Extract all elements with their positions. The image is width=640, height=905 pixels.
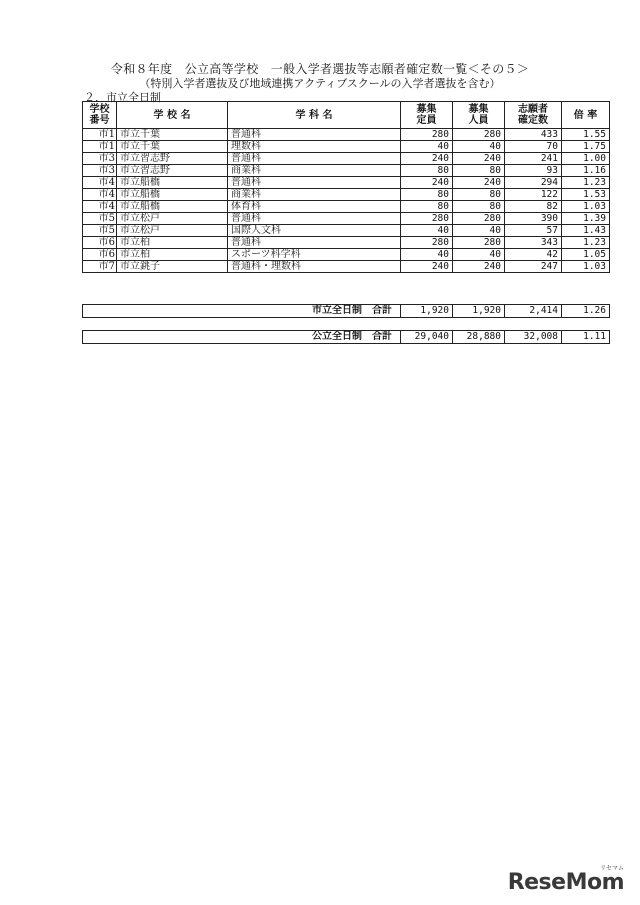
recruit-cell: 40 xyxy=(453,141,505,153)
school-name-cell: 市立柏 xyxy=(117,237,228,249)
document-subtitle: （特別入学者選抜及び地域連携アクティブスクールの入学者選抜を含む） xyxy=(139,77,501,90)
ratio-cell: 1.16 xyxy=(562,165,610,177)
school-code-cell: 市5 xyxy=(83,225,117,237)
capacity-cell: 80 xyxy=(401,189,453,201)
table-row xyxy=(83,141,610,153)
capacity-cell: 280 xyxy=(401,237,453,249)
header-applicants: 志願者 確定数 xyxy=(505,102,562,129)
ratio-cell: 1.23 xyxy=(562,177,610,189)
total-capacity: 1,920 xyxy=(401,305,453,318)
logo-text: ReseMom xyxy=(507,870,624,895)
department-cell: 普通科・理数科 xyxy=(228,261,401,273)
school-code-cell: 市1 xyxy=(83,141,117,153)
capacity-cell: 40 xyxy=(401,249,453,261)
table-row xyxy=(83,225,610,237)
recruit-cell: 280 xyxy=(453,213,505,225)
applicants-cell: 241 xyxy=(505,153,562,165)
department-cell: スポーツ科学科 xyxy=(228,249,401,261)
recruit-cell: 280 xyxy=(453,129,505,141)
header-recruit: 募集 人員 xyxy=(453,102,505,129)
total-applicants: 32,008 xyxy=(505,331,562,344)
table-row xyxy=(83,249,610,261)
header-department: 学 科 名 xyxy=(228,102,401,129)
applicants-cell: 93 xyxy=(505,165,562,177)
table-body xyxy=(83,129,610,273)
table-row xyxy=(83,189,610,201)
ratio-cell: 1.39 xyxy=(562,213,610,225)
total-recruit: 1,920 xyxy=(453,305,505,318)
capacity-cell: 40 xyxy=(401,225,453,237)
capacity-cell: 240 xyxy=(401,261,453,273)
school-name-cell: 市立習志野 xyxy=(117,153,228,165)
ratio-cell: 1.03 xyxy=(562,261,610,273)
school-code-cell: 市3 xyxy=(83,153,117,165)
header-capacity: 募集 定員 xyxy=(401,102,453,129)
total-label: 公立全日制 合計 xyxy=(83,331,401,344)
capacity-cell: 40 xyxy=(401,141,453,153)
recruit-cell: 80 xyxy=(453,165,505,177)
resemom-logo xyxy=(507,865,624,895)
applicants-cell: 390 xyxy=(505,213,562,225)
table-row xyxy=(83,201,610,213)
ratio-cell: 1.00 xyxy=(562,153,610,165)
total-row xyxy=(83,331,610,344)
header-school-code: 学校 番号 xyxy=(83,102,117,129)
total-row xyxy=(83,305,610,318)
capacity-cell: 240 xyxy=(401,177,453,189)
header-ratio: 倍 率 xyxy=(562,102,610,129)
ratio-cell: 1.05 xyxy=(562,249,610,261)
recruit-cell: 240 xyxy=(453,177,505,189)
school-code-cell: 市4 xyxy=(83,177,117,189)
ratio-cell: 1.75 xyxy=(562,141,610,153)
school-code-cell: 市7 xyxy=(83,261,117,273)
ratio-cell: 1.55 xyxy=(562,129,610,141)
total-recruit: 28,880 xyxy=(453,331,505,344)
total-applicants: 2,414 xyxy=(505,305,562,318)
recruit-cell: 40 xyxy=(453,225,505,237)
school-name-cell: 市立船橋 xyxy=(117,177,228,189)
school-code-cell: 市6 xyxy=(83,249,117,261)
capacity-cell: 80 xyxy=(401,201,453,213)
total-municipal xyxy=(82,304,609,318)
school-code-cell: 市1 xyxy=(83,129,117,141)
capacity-cell: 280 xyxy=(401,129,453,141)
table-row xyxy=(83,237,610,249)
department-cell: 普通科 xyxy=(228,177,401,189)
department-cell: 理数科 xyxy=(228,141,401,153)
ratio-cell: 1.53 xyxy=(562,189,610,201)
total-ratio: 1.26 xyxy=(562,305,610,318)
total-ratio: 1.11 xyxy=(562,331,610,344)
department-cell: 普通科 xyxy=(228,153,401,165)
school-name-cell: 市立柏 xyxy=(117,249,228,261)
department-cell: 体育科 xyxy=(228,201,401,213)
recruit-cell: 80 xyxy=(453,189,505,201)
school-name-cell: 市立船橋 xyxy=(117,201,228,213)
school-code-cell: 市6 xyxy=(83,237,117,249)
recruit-cell: 280 xyxy=(453,237,505,249)
total-label: 市立全日制 合計 xyxy=(83,305,401,318)
logo-kana: リセマム xyxy=(600,865,624,872)
table-row xyxy=(83,165,610,177)
school-code-cell: 市4 xyxy=(83,189,117,201)
total-public xyxy=(82,330,609,344)
school-code-cell: 市5 xyxy=(83,213,117,225)
section-heading: ２．市立全日制 xyxy=(84,91,161,104)
capacity-cell: 240 xyxy=(401,153,453,165)
capacity-cell: 280 xyxy=(401,213,453,225)
school-code-cell: 市3 xyxy=(83,165,117,177)
table-row xyxy=(83,177,610,189)
applicants-cell: 343 xyxy=(505,237,562,249)
ratio-cell: 1.23 xyxy=(562,237,610,249)
recruit-cell: 240 xyxy=(453,261,505,273)
school-name-cell: 市立習志野 xyxy=(117,165,228,177)
ratio-cell: 1.43 xyxy=(562,225,610,237)
school-name-cell: 市立千葉 xyxy=(117,129,228,141)
school-name-cell: 市立松戸 xyxy=(117,225,228,237)
applicants-cell: 247 xyxy=(505,261,562,273)
school-name-cell: 市立銚子 xyxy=(117,261,228,273)
school-name-cell: 市立松戸 xyxy=(117,213,228,225)
capacity-cell: 80 xyxy=(401,165,453,177)
recruit-cell: 240 xyxy=(453,153,505,165)
table-header-row xyxy=(83,102,610,129)
department-cell: 商業科 xyxy=(228,165,401,177)
applicants-table xyxy=(82,101,610,273)
recruit-cell: 80 xyxy=(453,201,505,213)
school-name-cell: 市立船橋 xyxy=(117,189,228,201)
department-cell: 普通科 xyxy=(228,129,401,141)
table-row xyxy=(83,129,610,141)
applicants-cell: 70 xyxy=(505,141,562,153)
school-code-cell: 市4 xyxy=(83,201,117,213)
applicants-cell: 57 xyxy=(505,225,562,237)
department-cell: 普通科 xyxy=(228,213,401,225)
department-cell: 国際人文科 xyxy=(228,225,401,237)
recruit-cell: 40 xyxy=(453,249,505,261)
school-name-cell: 市立千葉 xyxy=(117,141,228,153)
department-cell: 普通科 xyxy=(228,237,401,249)
applicants-cell: 82 xyxy=(505,201,562,213)
table-row xyxy=(83,153,610,165)
applicants-cell: 42 xyxy=(505,249,562,261)
table-row xyxy=(83,213,610,225)
applicants-cell: 433 xyxy=(505,129,562,141)
department-cell: 商業科 xyxy=(228,189,401,201)
applicants-cell: 122 xyxy=(505,189,562,201)
document-title: 令和８年度 公立高等学校 一般入学者選抜等志願者確定数一覧＜その５＞ xyxy=(110,62,530,76)
table-row xyxy=(83,261,610,273)
ratio-cell: 1.03 xyxy=(562,201,610,213)
header-school-name: 学 校 名 xyxy=(117,102,228,129)
applicants-cell: 294 xyxy=(505,177,562,189)
total-capacity: 29,040 xyxy=(401,331,453,344)
